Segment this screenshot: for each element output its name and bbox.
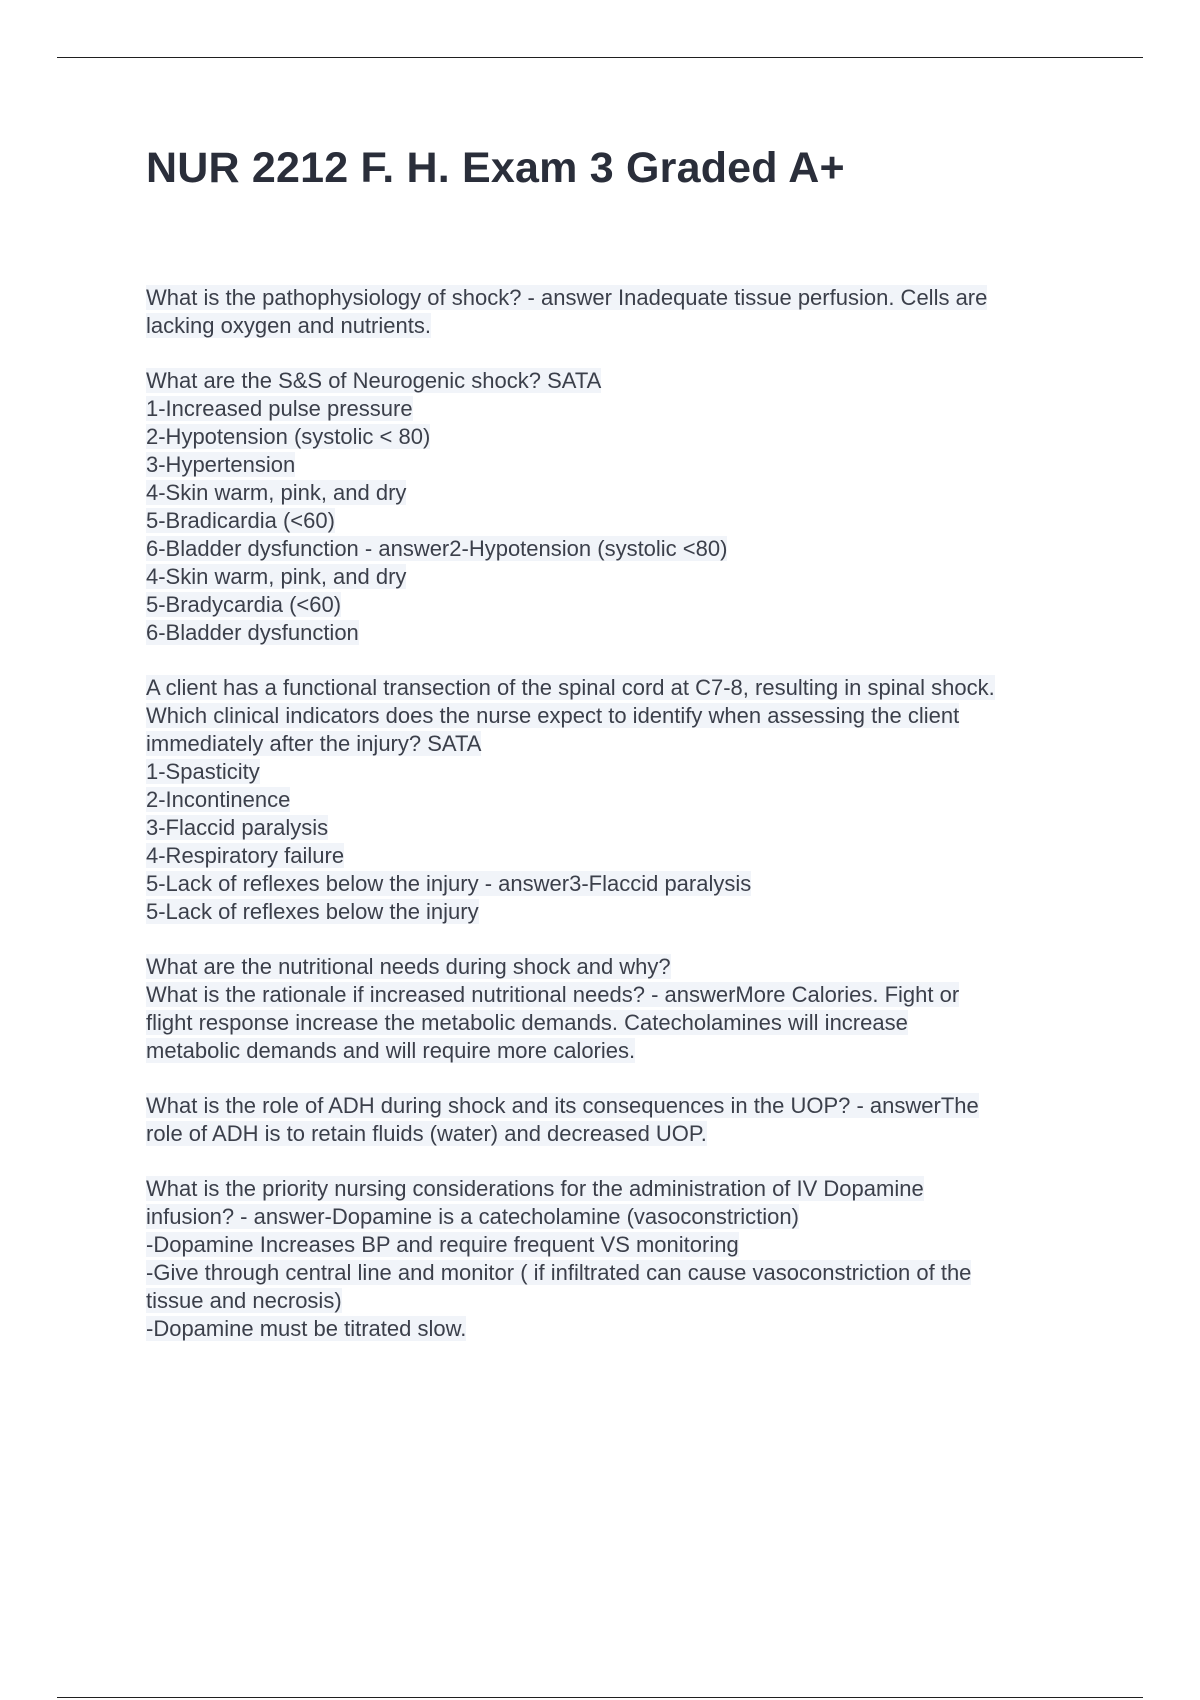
text-line: 2-Incontinence — [146, 787, 291, 812]
text-line: What is the priority nursing considerations for the administration of IV Dopamine — [146, 1176, 924, 1201]
text-line: 1-Spasticity — [146, 759, 260, 784]
text-line: 5-Lack of reflexes below the injury - answer3-Flaccid paralysis — [146, 871, 752, 896]
text-line: metabolic demands and will require more calories. — [146, 1038, 636, 1063]
text-line: 3-Flaccid paralysis — [146, 815, 329, 840]
text-line: role of ADH is to retain fluids (water) and decreased UOP. — [146, 1121, 707, 1146]
qa-item-adh-role — [146, 1092, 1086, 1148]
text-line: A client has a functional transection of the spinal cord at C7-8, resulting in spinal shock. — [146, 675, 995, 700]
text-line: -Dopamine Increases BP and require frequent VS monitoring — [146, 1232, 739, 1257]
text-line: 1-Increased pulse pressure — [146, 396, 413, 421]
document-title: NUR 2212 F. H. Exam 3 Graded A+ — [146, 144, 845, 192]
qa-item-dopamine-infusion — [146, 1175, 1086, 1343]
text-line: Which clinical indicators does the nurse expect to identify when assessing the client — [146, 703, 960, 728]
document-body — [146, 284, 1086, 1370]
text-line: 4-Respiratory failure — [146, 843, 345, 868]
bottom-divider — [57, 1697, 1143, 1698]
text-line: 5-Bradycardia (<60) — [146, 592, 342, 617]
text-line: flight response increase the metabolic demands. Catecholamines will increase — [146, 1010, 908, 1035]
text-line: What are the nutritional needs during shock and why? — [146, 954, 671, 979]
top-divider — [57, 57, 1143, 58]
qa-item-nutritional-needs — [146, 953, 1086, 1065]
qa-item-spinal-shock — [146, 674, 1086, 926]
text-line: What is the rationale if increased nutritional needs? - answerMore Calories. Fight or — [146, 982, 960, 1007]
text-line: What is the pathophysiology of shock? - answer Inadequate tissue perfusion. Cells are — [146, 285, 988, 310]
text-line: -Give through central line and monitor ( if infiltrated can cause vasoconstriction of the — [146, 1260, 972, 1285]
text-line: 2-Hypotension (systolic < 80) — [146, 424, 431, 449]
text-line: 3-Hypertension — [146, 452, 296, 477]
qa-item-shock-pathophysiology — [146, 284, 1086, 340]
qa-item-neurogenic-shock — [146, 367, 1086, 647]
text-line: 4-Skin warm, pink, and dry — [146, 480, 407, 505]
text-line: What is the role of ADH during shock and its consequences in the UOP? - answerThe — [146, 1093, 979, 1118]
text-line: 6-Bladder dysfunction - answer2-Hypotension (systolic <80) — [146, 536, 728, 561]
text-line: 5-Bradicardia (<60) — [146, 508, 335, 533]
text-line: What are the S&S of Neurogenic shock? SATA — [146, 368, 602, 393]
text-line: -Dopamine must be titrated slow. — [146, 1316, 467, 1341]
text-line: tissue and necrosis) — [146, 1288, 342, 1313]
text-line: 5-Lack of reflexes below the injury — [146, 899, 479, 924]
text-line: 4-Skin warm, pink, and dry — [146, 564, 407, 589]
text-line: immediately after the injury? SATA — [146, 731, 482, 756]
text-line: infusion? - answer-Dopamine is a catecholamine (vasoconstriction) — [146, 1204, 799, 1229]
text-line: 6-Bladder dysfunction — [146, 620, 359, 645]
text-line: lacking oxygen and nutrients. — [146, 313, 431, 338]
